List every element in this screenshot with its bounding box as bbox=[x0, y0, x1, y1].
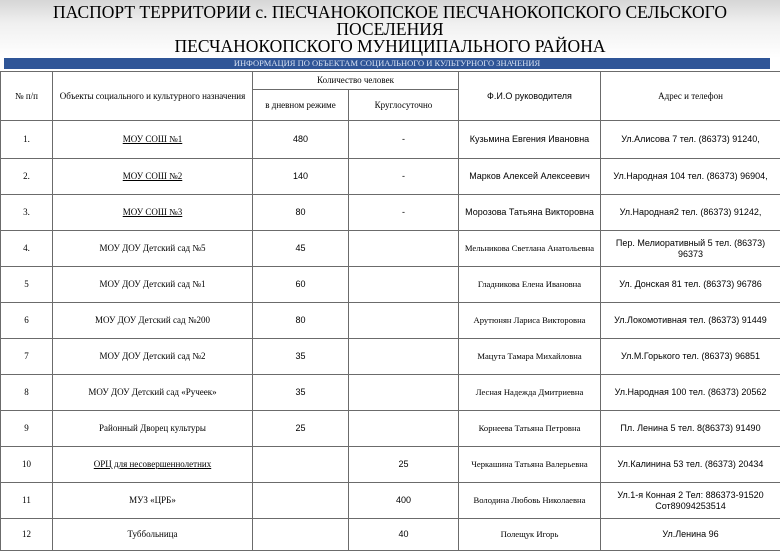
row-object: МУЗ «ЦРБ» bbox=[53, 483, 253, 519]
row-head: Полещук Игорь bbox=[459, 519, 601, 551]
row-address: Ул.Ленина 96 bbox=[601, 519, 780, 551]
row-object: МОУ СОШ №2 bbox=[53, 159, 253, 195]
header-address: Адрес и телефон bbox=[601, 72, 780, 121]
table-row bbox=[1, 339, 780, 375]
header-round: Круглосуточно bbox=[349, 90, 459, 121]
row-round: - bbox=[349, 195, 459, 231]
row-round: 400 bbox=[349, 483, 459, 519]
row-object: ОРЦ для несовершеннолетних bbox=[53, 447, 253, 483]
row-round bbox=[349, 267, 459, 303]
row-day: 80 bbox=[253, 195, 349, 231]
row-num: 11 bbox=[1, 483, 53, 519]
row-object: МОУ ДОУ Детский сад №2 bbox=[53, 339, 253, 375]
row-object: МОУ ДОУ Детский сад «Ручеек» bbox=[53, 375, 253, 411]
header-head: Ф.И.О руководителя bbox=[459, 72, 601, 121]
table-row bbox=[1, 411, 780, 447]
row-address: Ул.Народная 104 тел. (86373) 96904, bbox=[601, 159, 780, 195]
row-head: Гладникова Елена Ивановна bbox=[459, 267, 601, 303]
header-num: № п/п bbox=[1, 72, 53, 121]
table-row bbox=[1, 303, 780, 339]
row-day: 80 bbox=[253, 303, 349, 339]
row-round: - bbox=[349, 159, 459, 195]
row-day: 60 bbox=[253, 267, 349, 303]
row-round bbox=[349, 411, 459, 447]
row-address: Пл. Ленина 5 тел. 8(86373) 91490 bbox=[601, 411, 780, 447]
row-address: Ул.Калинина 53 тел. (86373) 20434 bbox=[601, 447, 780, 483]
title-line-3: ПЕСЧАНОКОПСКОГО МУНИЦИПАЛЬНОГО РАЙОНА bbox=[0, 38, 780, 55]
row-address: Ул.Народная 100 тел. (86373) 20562 bbox=[601, 375, 780, 411]
header-day: в дневном режиме bbox=[253, 90, 349, 121]
row-head: Арутюнян Лариса Викторовна bbox=[459, 303, 601, 339]
row-num: 3. bbox=[1, 195, 53, 231]
row-object: МОУ ДОУ Детский сад №1 bbox=[53, 267, 253, 303]
row-address: Ул.Народная2 тел. (86373) 91242, bbox=[601, 195, 780, 231]
header-objects: Объекты социального и культурного назначения bbox=[53, 72, 253, 121]
row-day: 35 bbox=[253, 375, 349, 411]
table-row bbox=[1, 231, 780, 267]
row-round bbox=[349, 339, 459, 375]
row-object: МОУ ДОУ Детский сад №5 bbox=[53, 231, 253, 267]
table-row bbox=[1, 195, 780, 231]
row-head: Мацута Тамара Михайловна bbox=[459, 339, 601, 375]
row-object: МОУ СОШ №3 bbox=[53, 195, 253, 231]
table-row bbox=[1, 159, 780, 195]
row-head: Черкашина Татьяна Валерьевна bbox=[459, 447, 601, 483]
row-day: 140 bbox=[253, 159, 349, 195]
table-row bbox=[1, 519, 780, 551]
row-num: 10 bbox=[1, 447, 53, 483]
row-round bbox=[349, 231, 459, 267]
row-head: Лесная Надежда Дмитриевна bbox=[459, 375, 601, 411]
table-row bbox=[1, 375, 780, 411]
row-round: 25 bbox=[349, 447, 459, 483]
row-address: Пер. Мелиоративный 5 тел. (86373) 96373 bbox=[601, 231, 780, 267]
row-head: Марков Алексей Алексеевич bbox=[459, 159, 601, 195]
row-num: 4. bbox=[1, 231, 53, 267]
row-day: 45 bbox=[253, 231, 349, 267]
page-title bbox=[0, 0, 780, 58]
row-head: Мельникова Светлана Анатольевна bbox=[459, 231, 601, 267]
row-num: 12 bbox=[1, 519, 53, 551]
row-round: - bbox=[349, 121, 459, 159]
row-head: Морозова Татьяна Викторовна bbox=[459, 195, 601, 231]
section-subtitle: ИНФОРМАЦИЯ ПО ОБЪЕКТАМ СОЦИАЛЬНОГО И КУЛЬТУРНОГО ЗНАЧЕНИЯ bbox=[4, 58, 770, 69]
row-object: МОУ СОШ №1 bbox=[53, 121, 253, 159]
row-num: 5 bbox=[1, 267, 53, 303]
row-head: Корнеева Татьяна Петровна bbox=[459, 411, 601, 447]
row-day bbox=[253, 519, 349, 551]
row-round: 40 bbox=[349, 519, 459, 551]
table-row bbox=[1, 483, 780, 519]
table-row bbox=[1, 121, 780, 159]
table-row bbox=[1, 447, 780, 483]
row-head: Кузьмина Евгения Ивановна bbox=[459, 121, 601, 159]
title-line-2: ПОСЕЛЕНИЯ bbox=[0, 21, 780, 38]
row-num: 6 bbox=[1, 303, 53, 339]
row-day bbox=[253, 447, 349, 483]
row-address: Ул.М.Горького тел. (86373) 96851 bbox=[601, 339, 780, 375]
row-day bbox=[253, 483, 349, 519]
row-round bbox=[349, 303, 459, 339]
row-address: Ул. Донская 81 тел. (86373) 96786 bbox=[601, 267, 780, 303]
row-object: Районный Дворец культуры bbox=[53, 411, 253, 447]
row-object: МОУ ДОУ Детский сад №200 bbox=[53, 303, 253, 339]
row-address: Ул.Алисова 7 тел. (86373) 91240, bbox=[601, 121, 780, 159]
row-day: 35 bbox=[253, 339, 349, 375]
row-num: 1. bbox=[1, 121, 53, 159]
row-head: Володина Любовь Николаевна bbox=[459, 483, 601, 519]
title-line-1: ПАСПОРТ ТЕРРИТОРИИ с. ПЕСЧАНОКОПСКОЕ ПЕСЧАНОКОПСКОГО СЕЛЬСКОГО bbox=[0, 0, 780, 21]
row-num: 9 bbox=[1, 411, 53, 447]
row-round bbox=[349, 375, 459, 411]
row-day: 480 bbox=[253, 121, 349, 159]
objects-table bbox=[0, 71, 780, 551]
row-address: Ул.1-я Конная 2 Тел: 886373-91520 Сот89094253514 bbox=[601, 483, 780, 519]
header-count-group: Количество человек bbox=[253, 72, 459, 90]
row-num: 2. bbox=[1, 159, 53, 195]
row-num: 8 bbox=[1, 375, 53, 411]
row-day: 25 bbox=[253, 411, 349, 447]
row-address: Ул.Локомотивная тел. (86373) 91449 bbox=[601, 303, 780, 339]
table-row bbox=[1, 267, 780, 303]
row-num: 7 bbox=[1, 339, 53, 375]
row-object: Туббольница bbox=[53, 519, 253, 551]
